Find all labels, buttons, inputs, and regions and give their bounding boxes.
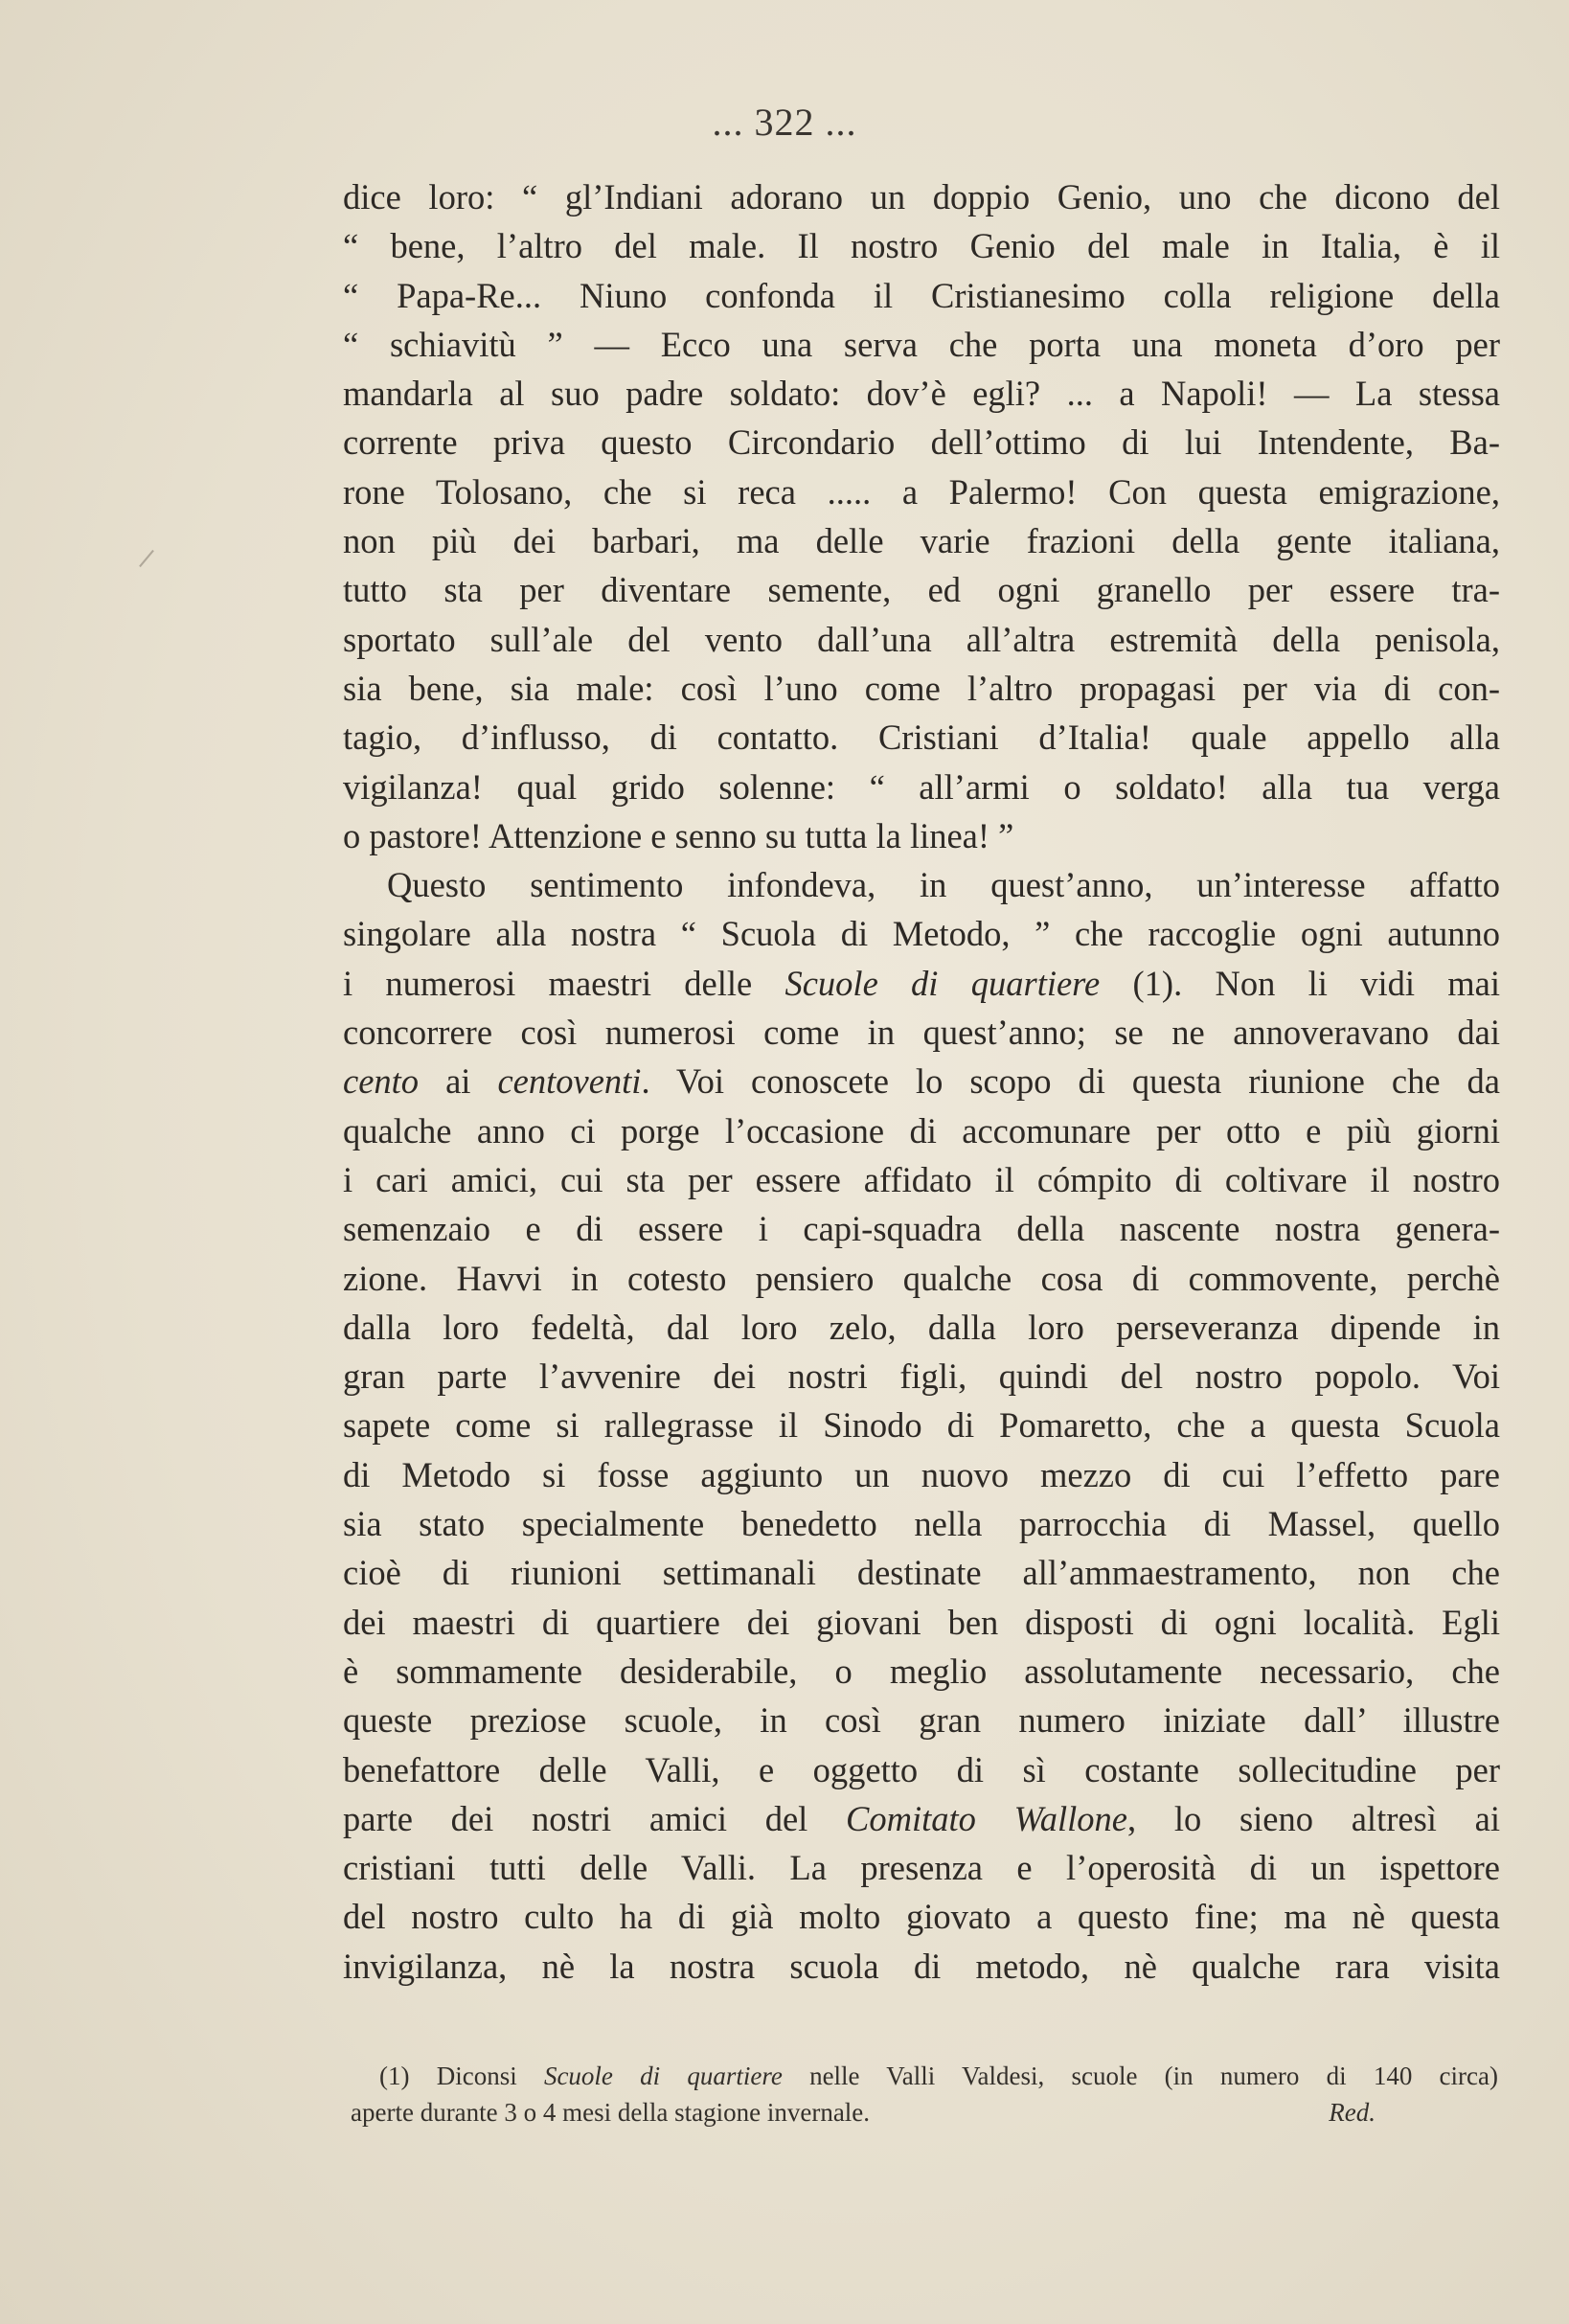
text-line: sia stato specialmente benedetto nella parrocchia di Massel, quello	[343, 1504, 1500, 1544]
text-line: cristiani tutti delle Valli. La presenza e l’operosità di un ispettore	[343, 1848, 1500, 1888]
text-line: cioè di riunioni settimanali destinate all’ammaestramento, non che	[343, 1553, 1500, 1593]
text-line: singolare alla nostra “ Scuola di Metodo, ” che raccoglie ogni autunno	[343, 914, 1500, 954]
text-line: del nostro culto ha di già molto giovato a questo fine; ma nè questa	[343, 1897, 1500, 1937]
text-line: mandarla al suo padre soldato: dov’è egli? ... a Napoli! — La stessa	[343, 374, 1500, 414]
text-run: i numerosi maestri delle	[343, 963, 785, 1003]
text-line	[343, 1057, 1500, 1105]
footnote-signature: Red.	[1329, 2098, 1376, 2127]
text-line: sportato sull’ale del vento dall’una all’altra estremità della penisola,	[343, 619, 1500, 659]
footnote-marker: (1) Diconsi	[379, 2062, 544, 2090]
text-line: rone Tolosano, che si reca ..... a Palermo! Con questa emigrazione,	[343, 471, 1500, 512]
text-line: tutto sta per diventare semente, ed ogni granello per essere tra-	[343, 570, 1500, 610]
footnote-text: nelle Valli Valdesi, scuole (in numero di 140 circa)	[782, 2062, 1498, 2090]
text-run: ai	[419, 1061, 498, 1102]
footnote-text: aperte durante 3 o 4 mesi della stagione invernale.	[351, 2098, 871, 2127]
text-line: i cari amici, cui sta per essere affidato il cómpito di coltivare il nostro	[343, 1159, 1500, 1199]
text-line: dalla loro fedeltà, dal loro zelo, dalla loro perseveranza dipende in	[343, 1307, 1500, 1347]
text-line	[343, 1794, 1500, 1843]
margin-pencil-mark	[139, 550, 154, 567]
text-line-paragraph-start: Questo sentimento infondeva, in quest’anno, un’interesse affatto	[387, 865, 1500, 905]
text-line: semenzaio e di essere i capi-squadra della nascente nostra genera-	[343, 1209, 1500, 1249]
text-line: benefattore delle Valli, e oggetto di sì costante sollecitudine per	[343, 1749, 1500, 1789]
text-line: concorrere così numerosi come in quest’anno; se ne annoveravano dai	[343, 1013, 1500, 1053]
text-line: corrente priva questo Circondario dell’ottimo di lui Intendente, Ba-	[343, 422, 1500, 463]
text-line	[343, 959, 1500, 1008]
text-line: “ bene, l’altro del male. Il nostro Genio del male in Italia, è il	[343, 226, 1500, 266]
italic-term-scuole-di-quartiere: Scuole di quartiere	[784, 963, 1101, 1003]
text-line: di Metodo si fosse aggiunto un nuovo mezzo di cui l’effetto pare	[343, 1454, 1500, 1494]
footnote-line	[351, 2094, 1498, 2130]
text-line: è sommamente desiderabile, o meglio assolutamente necessario, che	[343, 1651, 1500, 1691]
italic-term-comitato-wallone: Comitato Wallone	[846, 1798, 1127, 1838]
page-number: ... 322 ...	[712, 101, 857, 144]
footnote-line	[351, 2058, 1498, 2094]
text-line: non più dei barbari, ma delle varie frazioni della gente italiana,	[343, 521, 1500, 561]
text-line: dice loro: “ gl’Indiani adorano un doppio Genio, uno che dicono del	[343, 177, 1500, 216]
footnote-reference: (1). Non li vidi mai	[1100, 963, 1500, 1003]
text-line: “ Papa-Re... Niuno confonda il Cristianesimo colla religione della	[343, 275, 1500, 315]
text-line: “ schiavitù ” — Ecco una serva che porta una moneta d’oro per	[343, 324, 1500, 364]
text-line: gran parte l’avvenire dei nostri figli, quindi del nostro popolo. Voi	[343, 1356, 1500, 1397]
text-run: , lo sieno altresì ai	[1126, 1798, 1500, 1838]
text-run: parte dei nostri amici del	[343, 1798, 847, 1838]
text-line: tagio, d’influsso, di contatto. Cristiani d’Italia! quale appello alla	[343, 718, 1500, 758]
text-line: dei maestri di quartiere dei giovani ben disposti di ogni località. Egli	[343, 1602, 1500, 1642]
text-line: invigilanza, nè la nostra scuola di metodo, nè qualche rara visita	[343, 1946, 1500, 1986]
text-line: zione. Havvi in cotesto pensiero qualche cosa di commovente, perchè	[343, 1258, 1500, 1298]
text-line: sapete come si rallegrasse il Sinodo di Pomaretto, che a questa Scuola	[343, 1405, 1500, 1446]
body-text	[343, 172, 1500, 1991]
italic-word-centoventi: centoventi	[497, 1061, 642, 1102]
footnote	[351, 2058, 1498, 2130]
footnote-italic-term: Scuole di quartiere	[543, 2062, 783, 2090]
text-line-paragraph-end: o pastore! Attenzione e senno su tutta la linea! ”	[343, 815, 1014, 855]
text-run: . Voi conoscete lo scopo di questa riunione che da	[641, 1061, 1500, 1102]
text-line: queste preziose scuole, in così gran numero iniziate dall’ illustre	[343, 1700, 1500, 1741]
italic-word-cento: cento	[343, 1061, 420, 1102]
text-line: sia bene, sia male: così l’uno come l’altro propagasi per via di con-	[343, 668, 1500, 708]
text-line: vigilanza! qual grido solenne: “ all’armi o soldato! alla tua verga	[343, 766, 1500, 807]
text-line: qualche anno ci porge l’occasione di accomunare per otto e più giorni	[343, 1110, 1500, 1151]
